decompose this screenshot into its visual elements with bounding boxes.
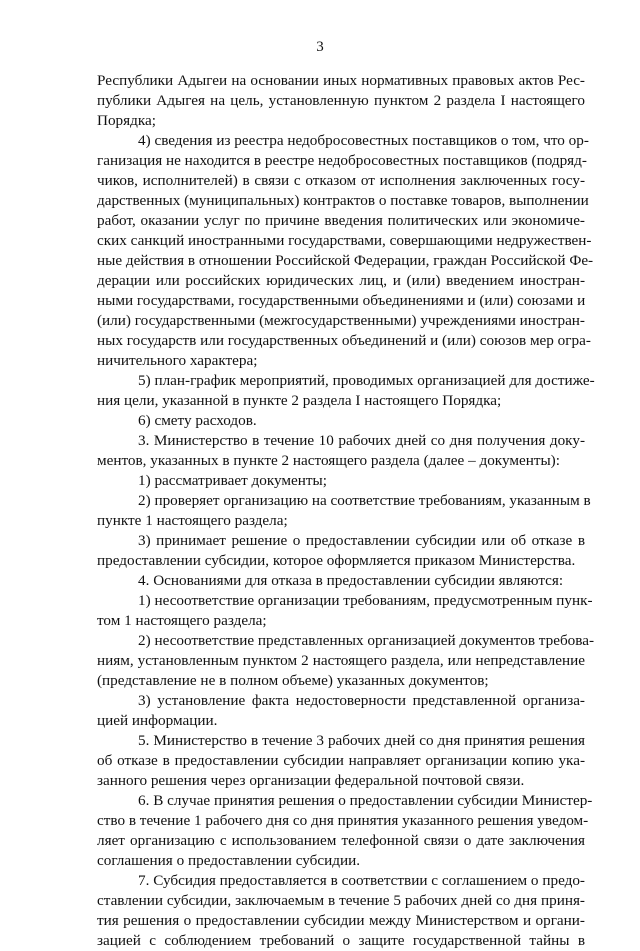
text-line: чиков, исполнителей) в связи с отказом от исполнения заключенных госу-: [97, 172, 585, 189]
text-line: ляет организацию с использованием телефонной связи о дате заключения: [97, 832, 585, 849]
text-line: публики Адыгея на цель, установленную пунктом 2 раздела I настоящего: [97, 92, 585, 109]
text-line: 5. Министерство в течение 3 рабочих дней со дня принятия решения: [138, 732, 585, 749]
text-line: ниям, установленным пунктом 2 настоящего раздела, или непредставление: [97, 652, 585, 669]
text-line: ных государств или государственных объединений и (или) союзов мер огра-: [97, 332, 591, 349]
text-line: дарственных (муниципальных) контрактов о поставке товаров, выполнении: [97, 192, 589, 209]
text-line: 6) смету расходов.: [138, 412, 257, 429]
text-line: дерации или российских юридических лиц, и (или) введением иностран-: [97, 272, 585, 289]
text-line: 6. В случае принятия решения о предоставлении субсидии Министер-: [138, 792, 593, 809]
text-line: занного решения через организации федеральной почтовой связи.: [97, 772, 525, 789]
text-line: 2) несоответствие представленных организацией документов требова-: [138, 632, 595, 649]
text-line: ганизация не находится в реестре недобросовестных поставщиков (подряд-: [97, 152, 587, 169]
text-line: 4. Основаниями для отказа в предоставлении субсидии являются:: [138, 572, 564, 589]
text-line: соглашения о предоставлении субсидии.: [97, 852, 361, 869]
text-line: об отказе в предоставлении субсидии направляет организации копию ука-: [97, 752, 585, 769]
text-line: ничительного характера;: [97, 352, 258, 369]
text-line: ских санкций иностранными государствами, совершающими недружествен-: [97, 232, 592, 249]
text-line: 1) несоответствие организации требованиям, предусмотренным пунк-: [138, 592, 593, 609]
text-line: 7. Субсидия предоставляется в соответствии с соглашением о предо-: [138, 872, 585, 889]
text-line: ментов, указанных в пункте 2 настоящего раздела (далее – документы):: [97, 452, 560, 469]
text-line: пункте 1 настоящего раздела;: [97, 512, 288, 529]
text-line: ство в течение 1 рабочего дня со дня принятия указанного решения уведом-: [97, 812, 589, 829]
text-line: том 1 настоящего раздела;: [97, 612, 267, 629]
text-line: 3) принимает решение о предоставлении субсидии или об отказе в: [138, 532, 585, 549]
text-line: ными государствами, государственными объединениями и (или) союзами и: [97, 292, 586, 309]
text-line: 3. Министерство в течение 10 рабочих дней со дня получения доку-: [138, 432, 585, 449]
text-line: 1) рассматривает документы;: [138, 472, 327, 489]
text-line: 3) установление факта недостоверности представленной организа-: [138, 692, 585, 709]
text-line: тия решения о предоставлении субсидии между Министерством и органи-: [97, 912, 585, 929]
text-line: ставлении субсидии, заключаемым в течение 5 рабочих дней со дня приня-: [97, 892, 585, 909]
text-line: зацией с соблюдением требований о защите государственной тайны в: [97, 932, 585, 949]
page-number: 3: [316, 39, 324, 55]
text-line: Республики Адыгеи на основании иных нормативных правовых актов Рес-: [97, 72, 585, 89]
text-line: предоставлении субсидии, которое оформляется приказом Министерства.: [97, 552, 576, 569]
text-line: 4) сведения из реестра недобросовестных поставщиков о том, что ор-: [138, 132, 589, 149]
text-line: 2) проверяет организацию на соответствие требованиям, указанным в: [138, 492, 591, 509]
text-line: (представление не в полном объеме) указанных документов;: [97, 672, 489, 689]
document-body: [97, 71, 595, 951]
text-line: ния цели, указанной в пункте 2 раздела I настоящего Порядка;: [97, 392, 502, 409]
text-line: цией информации.: [97, 712, 218, 729]
text-line: ные действия в отношении Российской Федерации, граждан Российской Фе-: [97, 252, 594, 269]
text-line: (или) государственными (межгосударственными) учреждениями иностран-: [97, 312, 585, 329]
text-line: Порядка;: [97, 112, 156, 129]
text-line: 5) план-график мероприятий, проводимых организацией для достиже-: [138, 372, 595, 389]
text-line: работ, оказании услуг по причине введения политических или экономиче-: [97, 212, 585, 229]
